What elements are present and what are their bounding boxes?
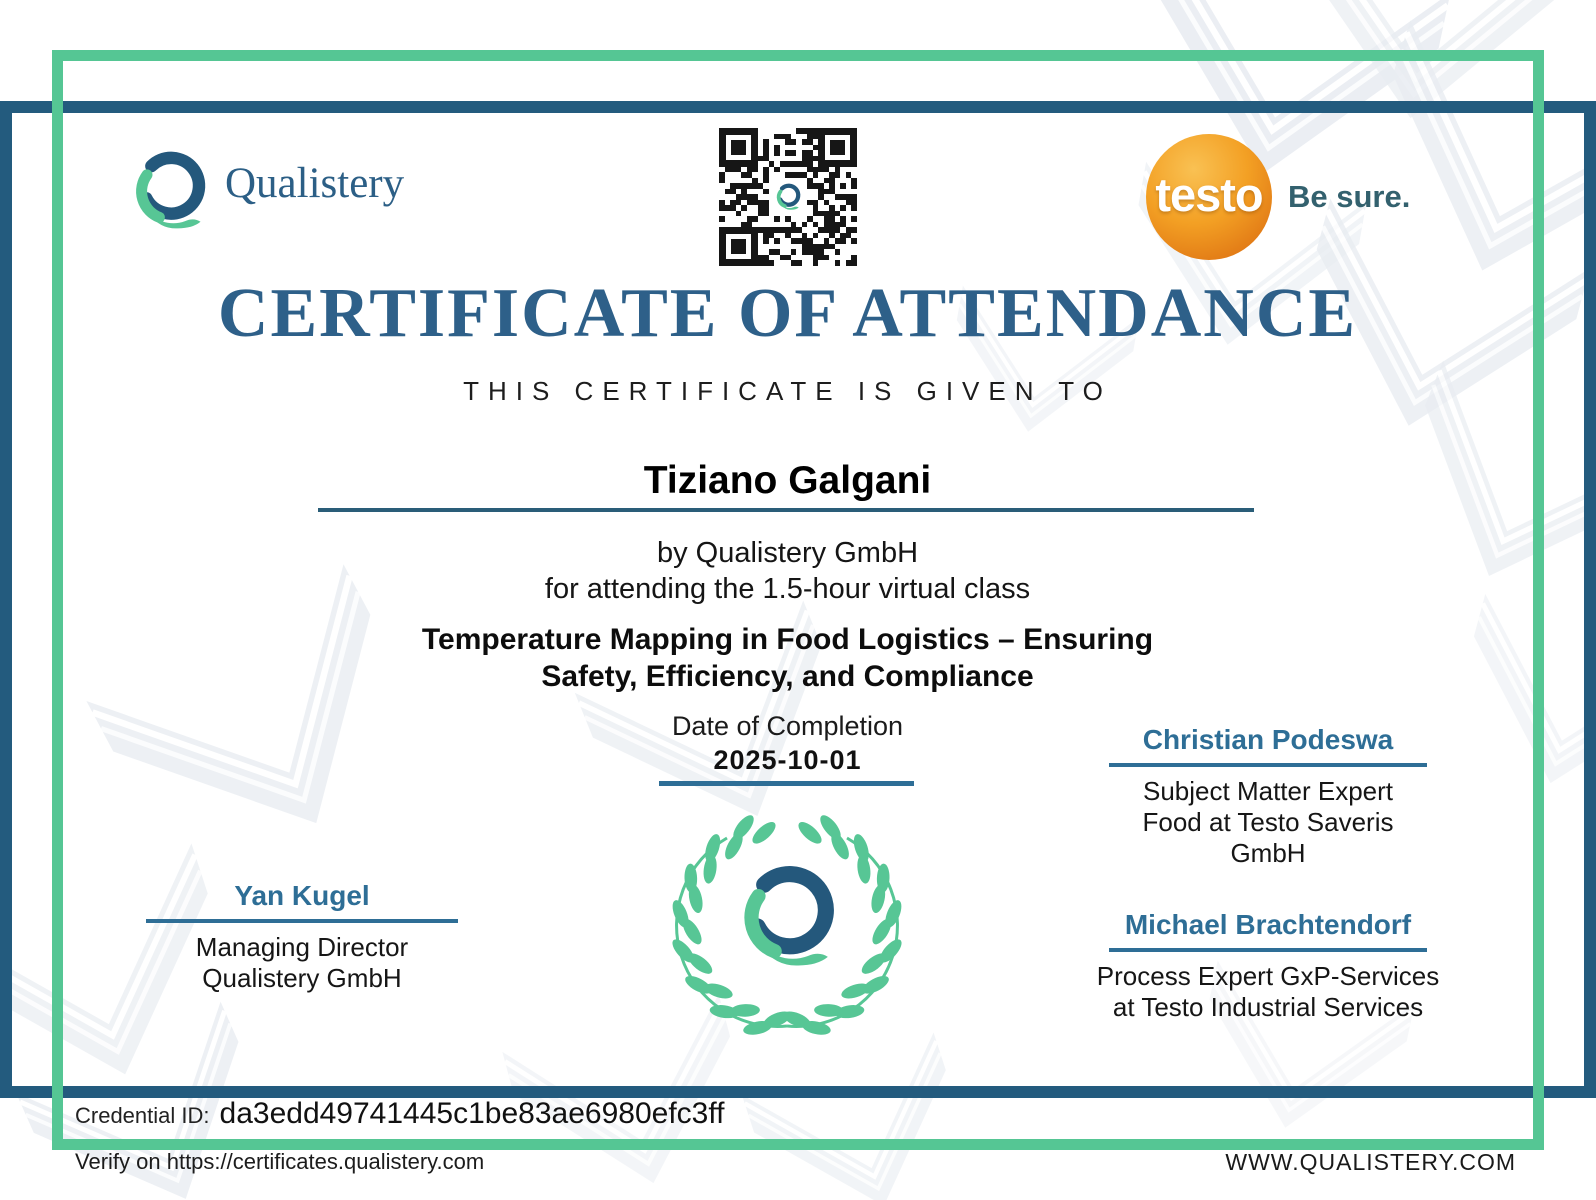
signatory-name: Michael Brachtendorf bbox=[1124, 909, 1412, 940]
testo-wordmark: testo bbox=[1155, 167, 1263, 221]
website-url: WWW.QUALISTERY.COM bbox=[1225, 1149, 1516, 1175]
completion-underline bbox=[659, 781, 914, 786]
course-title bbox=[0, 621, 1575, 695]
recipient-name: Tiziano Galgani bbox=[643, 459, 932, 502]
qr-finder-icon bbox=[719, 128, 758, 167]
signature-christian-podeswa bbox=[1093, 724, 1443, 869]
issuer-block bbox=[0, 535, 1575, 607]
qualistery-q-icon bbox=[125, 140, 213, 242]
signature-underline bbox=[1109, 948, 1427, 952]
issuer-line: by Qualistery GmbH bbox=[656, 537, 919, 569]
recipient-underline bbox=[318, 508, 1254, 512]
qr-finder-icon bbox=[818, 128, 857, 167]
course-title-line2: Safety, Efficiency, and Compliance bbox=[541, 660, 1034, 693]
signatory-role: Process Expert GxP-Services bbox=[1096, 961, 1440, 991]
laurel-wreath-icon bbox=[652, 790, 922, 1060]
signature-underline bbox=[146, 919, 458, 923]
qr-center-logo-icon bbox=[769, 178, 807, 216]
credential-id: da3edd49741445c1be83ae6980efc3ff bbox=[219, 1097, 725, 1130]
signatory-role: Subject Matter Expert bbox=[1143, 776, 1393, 806]
credential-row bbox=[75, 1097, 724, 1131]
certificate-title: CERTIFICATE OF ATTENDANCE bbox=[217, 275, 1358, 352]
signatory-role: Qualistery GmbH bbox=[202, 963, 402, 993]
course-title-line1: Temperature Mapping in Food Logistics – Ensuring bbox=[421, 623, 1154, 656]
testo-logo bbox=[1146, 134, 1410, 260]
testo-tagline: Be sure. bbox=[1288, 179, 1411, 214]
signatory-role: Managing Director bbox=[195, 932, 409, 962]
signatory-role: GmbH bbox=[1230, 838, 1306, 868]
signatory-name: Christian Podeswa bbox=[1142, 724, 1394, 755]
attendance-line: for attending the 1.5-hour virtual class bbox=[544, 573, 1031, 605]
verify-url: Verify on https://certificates.qualistery.com bbox=[75, 1149, 485, 1174]
signature-underline bbox=[1109, 763, 1427, 767]
completion-label: Date of Completion bbox=[671, 711, 904, 741]
certificate-subtitle: THIS CERTIFICATE IS GIVEN TO bbox=[463, 376, 1112, 406]
qr-code-icon bbox=[712, 121, 864, 273]
qr-finder-icon bbox=[719, 227, 758, 266]
qualistery-wordmark: Qualistery bbox=[225, 159, 405, 207]
qualistery-logo bbox=[125, 140, 404, 242]
signatory-role: at Testo Industrial Services bbox=[1112, 992, 1424, 1022]
signatory-role: Food at Testo Saveris bbox=[1142, 807, 1394, 837]
signature-michael-brachtendorf bbox=[1073, 909, 1463, 1023]
credential-label: Credential ID: bbox=[75, 1103, 210, 1128]
completion-date: 2025-10-01 bbox=[713, 745, 862, 775]
signatory-name: Yan Kugel bbox=[234, 880, 370, 911]
signature-yan-kugel bbox=[142, 880, 462, 994]
testo-ball-icon bbox=[1146, 134, 1272, 260]
